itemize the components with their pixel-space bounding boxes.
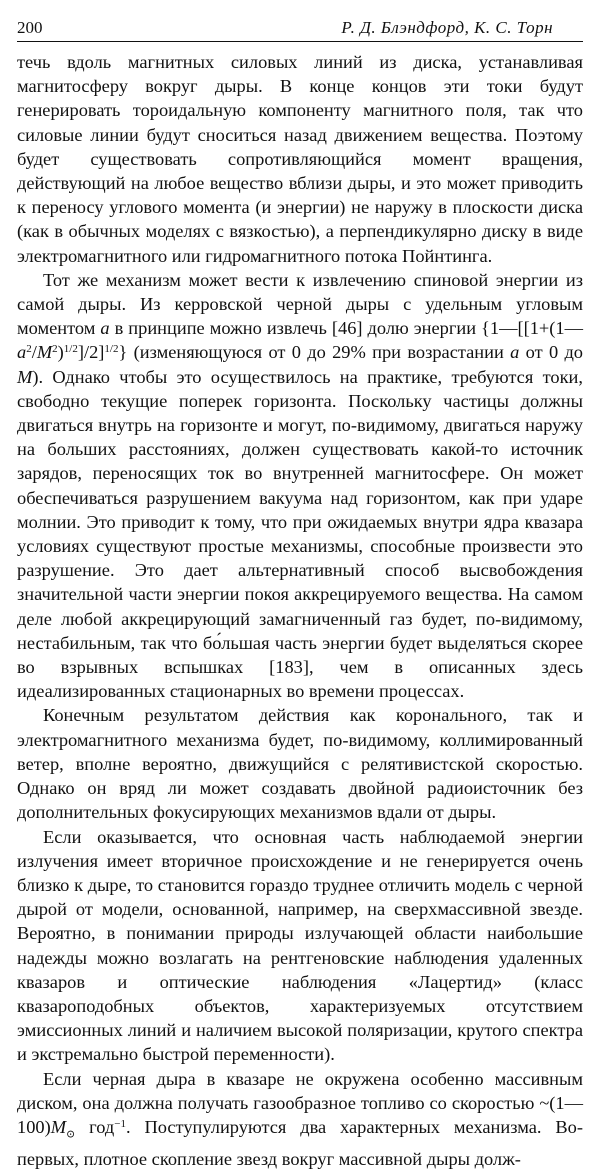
running-head-authors: Р. Д. Блэндфорд, К. С. Торн — [341, 18, 553, 37]
body-text — [17, 50, 583, 1171]
running-header — [17, 18, 583, 42]
paragraph: Если черная дыра в квазаре не окружена особенно массивным диском, она должна получать газообразное топливо со скоростью $\sim(1—100)M_⊙$ год$^{-1}$. Поступулируются два характерных механизма. Во-первых, плотное скопление звезд вокруг массивной дыры долж- — [17, 1068, 583, 1169]
paragraph: Конечным результатом действия как коронального, так и электромагнитного механизма будет, по-видимому, коллимированный ветер, вполне вероятно, движущийся с релятивистской скоростью. Однако он вряд ли может создавать двойной радиоисточник без дополнительных фокусирующих механизмов вдали от дыры. — [17, 705, 583, 823]
paragraph: течь вдоль магнитных силовых линий из диска, устанавливая магнитосферу вокруг дыры. В конце концов эти токи будут генерировать тороидальную компоненту магнитного поля, так что силовые линии будут сноситься назад движением вещества. Поэтому будет существовать сопротивляющийся момент вращения, действующий на любое вещество вблизи дыры, и это может приводить к переносу углового момента (и энергии) не наружу в плоскости диска (как в обычных моделях с вязкостью), а перпендикулярно диску в виде электромагнитного или гидромагнитного потока Пойнтинга. — [17, 52, 583, 266]
paragraph: Тот же механизм может вести к извлечению спиновой энергии из самой дыры. Из керровской черной дыры с удельным угловым моментом a в принципе можно извлечь [46] долю энергии $\{1—[[1+(1—a^2/M^2)^{1/2}]/2]^{1/2}\}$ (изменяющуюся от 0 до 29% при возрастании a от 0 до M). Однако чтобы это осуществилось на практике, требуются токи, свободно текущие поперек горизонта. Поскольку частицы должны двигаться внутрь на горизонте и могут, по-видимому, двигаться наружу на больших расстояниях, должен существовать какой-то источник зарядов, переносящих ток во внутренней магнитосфере. Он может обеспечиваться разрушением вакуума над горизонтом, как при ударе молнии. Это приводит к тому, что при ожидаемых внутри ядра квазара условиях существуют простые механизмы, способные произвести это разрушение. Это дает альтернативный способ высвобождения значительной части энергии покоя аккрецируемого вещества. На самом деле любой аккрецирующий замагниченный газ будет, по-видимому, нестабильным, так что бо́льшая часть энергии будет выделяться скорее во взрывных вспышках [183], чем в описанных здесь идеализированных стационарных во времени процессах. — [17, 269, 583, 702]
paragraph: Если оказывается, что основная часть наблюдаемой энергии излучения имеет вторичное происхождение и не генерируется очень близко к дыре, то становится гораздо труднее отличить модель с черной дырой от модели, основанной, например, на сверхмассивной звезде. Вероятно, в понимании природы излучающей области наибольшие надежды можно возлагать на рентгеновские наблюдения удаленных квазаров и оптические наблюдения «Лацертид» (класс квазароподобных объектов, характеризуемых отсутствием эмиссионных линий и наличием высокой поляризации, крутого спектра и экстремально быстрой переменности). — [17, 826, 583, 1065]
page-number: 200 — [17, 18, 43, 37]
